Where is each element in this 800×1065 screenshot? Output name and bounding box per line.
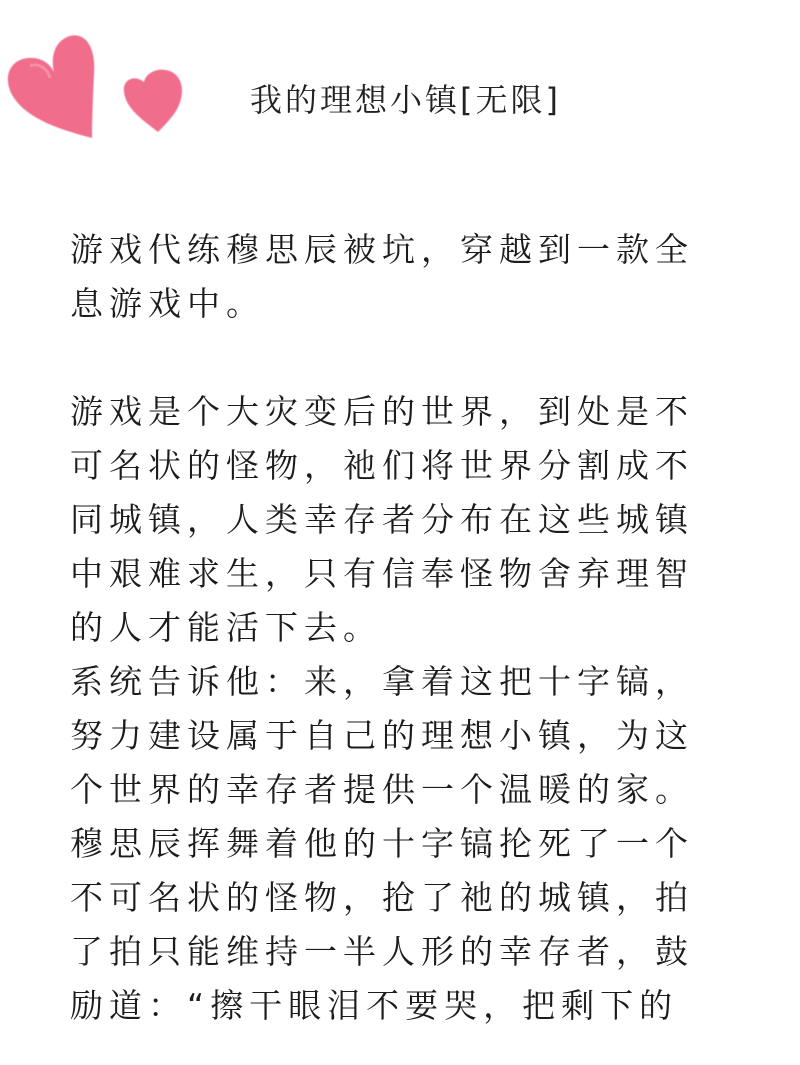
heart-icon-group bbox=[0, 0, 200, 160]
paragraph-world: 游戏是个大灾变后的世界，到处是不可名状的怪物，祂们将世界分割成不同城镇，人类幸存者分布在这些城镇中艰难求生，只有信奉怪物舍弃理智的人才能活下去。 bbox=[70, 392, 694, 647]
heart-icon bbox=[124, 70, 182, 132]
article-body bbox=[70, 223, 730, 1033]
heart-icon bbox=[8, 35, 94, 138]
paragraph-action: 穆思辰挥舞着他的十字镐抡死了一个不可名状的怪物，抢了祂的城镇，拍了拍只能维持一半人形的幸存者，鼓励道：“擦干眼泪不要哭，把剩下的 bbox=[70, 824, 694, 1025]
paragraph-system: 系统告诉他：来，拿着这把十字镐，努力建设属于自己的理想小镇，为这个世界的幸存者提供一个温暖的家。 bbox=[70, 662, 694, 809]
hearts-decoration bbox=[0, 0, 200, 160]
page-title: 我的理想小镇[无限] bbox=[250, 81, 561, 119]
paragraph-intro: 游戏代练穆思辰被坑，穿越到一款全息游戏中。 bbox=[70, 230, 694, 323]
